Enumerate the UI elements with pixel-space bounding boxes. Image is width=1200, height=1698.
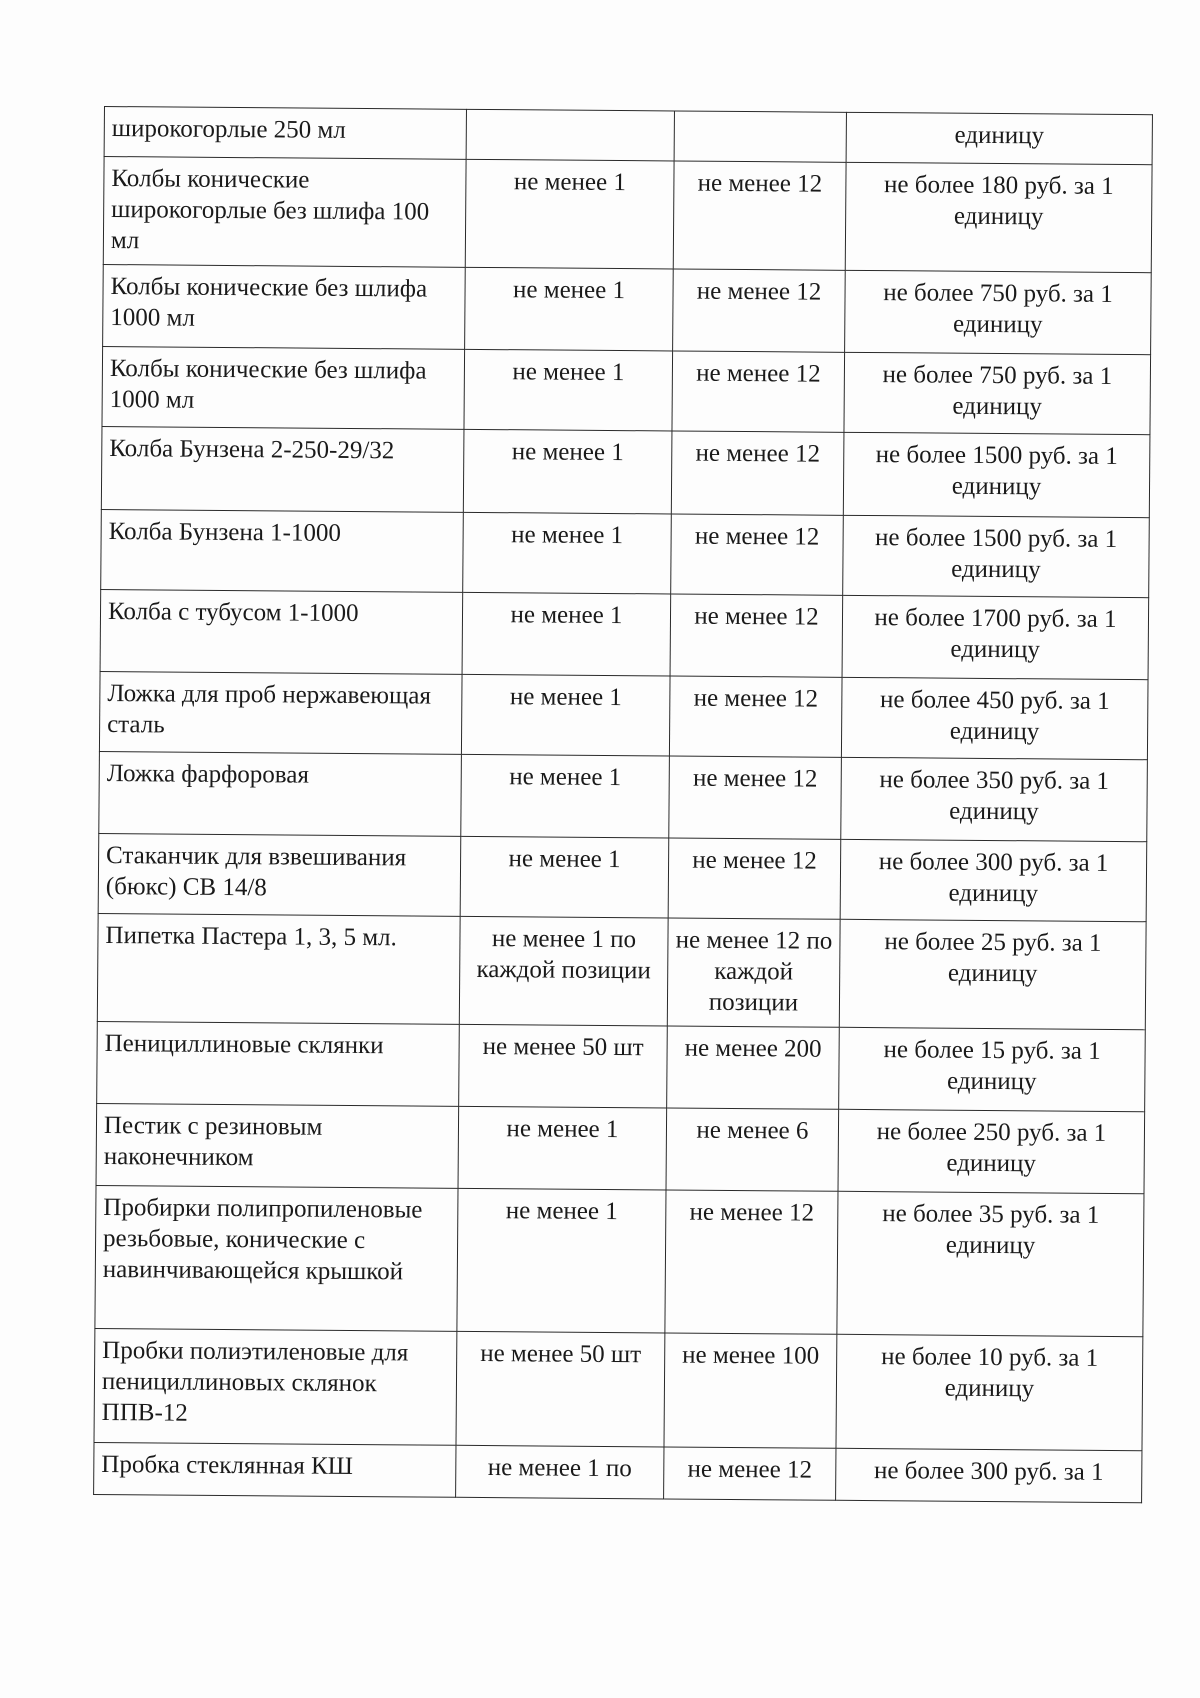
total-quantity: не менее 12 (670, 594, 843, 677)
min-quantity: не менее 1 (465, 267, 674, 351)
item-name: Пестик с резиновым наконечником (96, 1103, 459, 1188)
min-quantity: не менее 50 шт (459, 1024, 668, 1108)
max-price: не более 300 руб. за 1 (836, 1448, 1142, 1502)
item-name: Пенициллиновые склянки (97, 1021, 460, 1106)
max-price: не более 1500 руб. за 1 единицу (843, 515, 1150, 597)
table-row (99, 751, 1148, 841)
total-quantity: не менее 12 (673, 269, 846, 352)
max-price: не более 10 руб. за 1 единицу (836, 1334, 1143, 1450)
table-row (101, 426, 1150, 517)
total-quantity: не менее 12 (669, 676, 842, 757)
total-quantity: не менее 100 (664, 1333, 837, 1448)
max-price: не более 750 руб. за 1 единицу (844, 352, 1151, 434)
item-name: Пипетка Пастера 1, 3, 5 мл. (97, 913, 460, 1024)
item-name: Пробки полиэтиленовые для пенициллиновых склянок ППВ-12 (94, 1328, 457, 1445)
total-quantity: не менее 12 (665, 1190, 838, 1334)
total-quantity: не менее 12 (669, 756, 842, 839)
table-row (101, 509, 1150, 597)
max-price: не более 450 руб. за 1 единицу (841, 677, 1148, 759)
max-price: не более 250 руб. за 1 единицу (838, 1109, 1145, 1193)
min-quantity: не менее 1 (464, 349, 673, 431)
item-name: Ложка для проб нержавеющая сталь (99, 671, 462, 754)
item-name: Колбы конические широкогорлые без шлифа 100 мл (103, 157, 466, 268)
item-name: Стаканчик для взвешивания (бюкс) СВ 14/8 (98, 833, 461, 916)
max-price: не более 300 руб. за 1 единицу (840, 839, 1147, 921)
min-quantity: не менее 1 (457, 1188, 666, 1333)
min-quantity: не менее 1 (461, 754, 670, 838)
table-row (103, 264, 1152, 354)
table-row (100, 589, 1149, 679)
min-quantity: не менее 1 (465, 159, 674, 269)
table-row (99, 671, 1148, 759)
min-quantity: не менее 1 (462, 592, 671, 676)
table-row (95, 1185, 1144, 1336)
max-price: не более 350 руб. за 1 единицу (841, 757, 1148, 841)
total-quantity: не менее 200 (667, 1026, 840, 1109)
table-row (104, 107, 1152, 165)
item-name: Колба Бунзена 1-1000 (101, 509, 464, 592)
total-quantity: не менее 12 (671, 431, 844, 515)
total-quantity: не менее 12 (668, 838, 841, 919)
table-row (97, 1021, 1146, 1111)
max-price: не более 180 руб. за 1 единицу (845, 162, 1152, 272)
table-row (94, 1442, 1142, 1502)
table-row (96, 1103, 1145, 1193)
total-quantity: не менее 6 (666, 1108, 839, 1191)
min-quantity: не менее 1 (463, 429, 672, 514)
item-name: Колбы конические без шлифа 1000 мл (103, 264, 466, 349)
table-row (97, 913, 1146, 1029)
total-quantity: не менее 12 (664, 1447, 836, 1500)
item-name: Колба Бунзена 2-250-29/32 (101, 426, 464, 512)
total-quantity: не менее 12 (672, 351, 845, 432)
max-price: не более 1700 руб. за 1 единицу (842, 595, 1149, 679)
min-quantity: не менее 1 (463, 512, 672, 594)
item-name: Колба с тубусом 1-1000 (100, 589, 463, 674)
max-price: не более 1500 руб. за 1 единицу (843, 432, 1150, 517)
min-quantity: не менее 50 шт (456, 1331, 665, 1447)
min-quantity: не менее 1 (458, 1106, 667, 1190)
min-quantity: не менее 1 по каждой позиции (459, 916, 668, 1026)
max-price: не более 25 руб. за 1 единицу (839, 919, 1146, 1029)
total-quantity (674, 111, 846, 162)
max-price: не более 750 руб. за 1 единицу (845, 270, 1152, 354)
min-quantity: не менее 1 (460, 836, 669, 918)
equipment-spec-table (93, 106, 1153, 1503)
item-name: Ложка фарфоровая (99, 751, 462, 836)
table-row (98, 833, 1147, 921)
max-price: не более 35 руб. за 1 единицу (837, 1191, 1144, 1336)
item-name: Пробирки полипропиленовые резьбовые, конические с навинчивающейся крышкой (95, 1185, 458, 1331)
table-row (94, 1328, 1143, 1450)
max-price: единицу (846, 112, 1152, 164)
item-name: Колбы конические без шлифа 1000 мл (102, 346, 465, 429)
max-price: не более 15 руб. за 1 единицу (839, 1027, 1146, 1111)
table-row (102, 346, 1151, 434)
min-quantity: не менее 1 по (456, 1445, 664, 1499)
total-quantity: не менее 12 по каждой позиции (667, 918, 840, 1027)
min-quantity (466, 109, 674, 161)
item-name: Пробка стеклянная КШ (94, 1442, 456, 1497)
min-quantity: не менее 1 (461, 674, 670, 756)
total-quantity: не менее 12 (673, 161, 846, 270)
table-row (103, 157, 1152, 273)
total-quantity: не менее 12 (671, 514, 844, 595)
item-name: широкогорлые 250 мл (104, 107, 466, 160)
